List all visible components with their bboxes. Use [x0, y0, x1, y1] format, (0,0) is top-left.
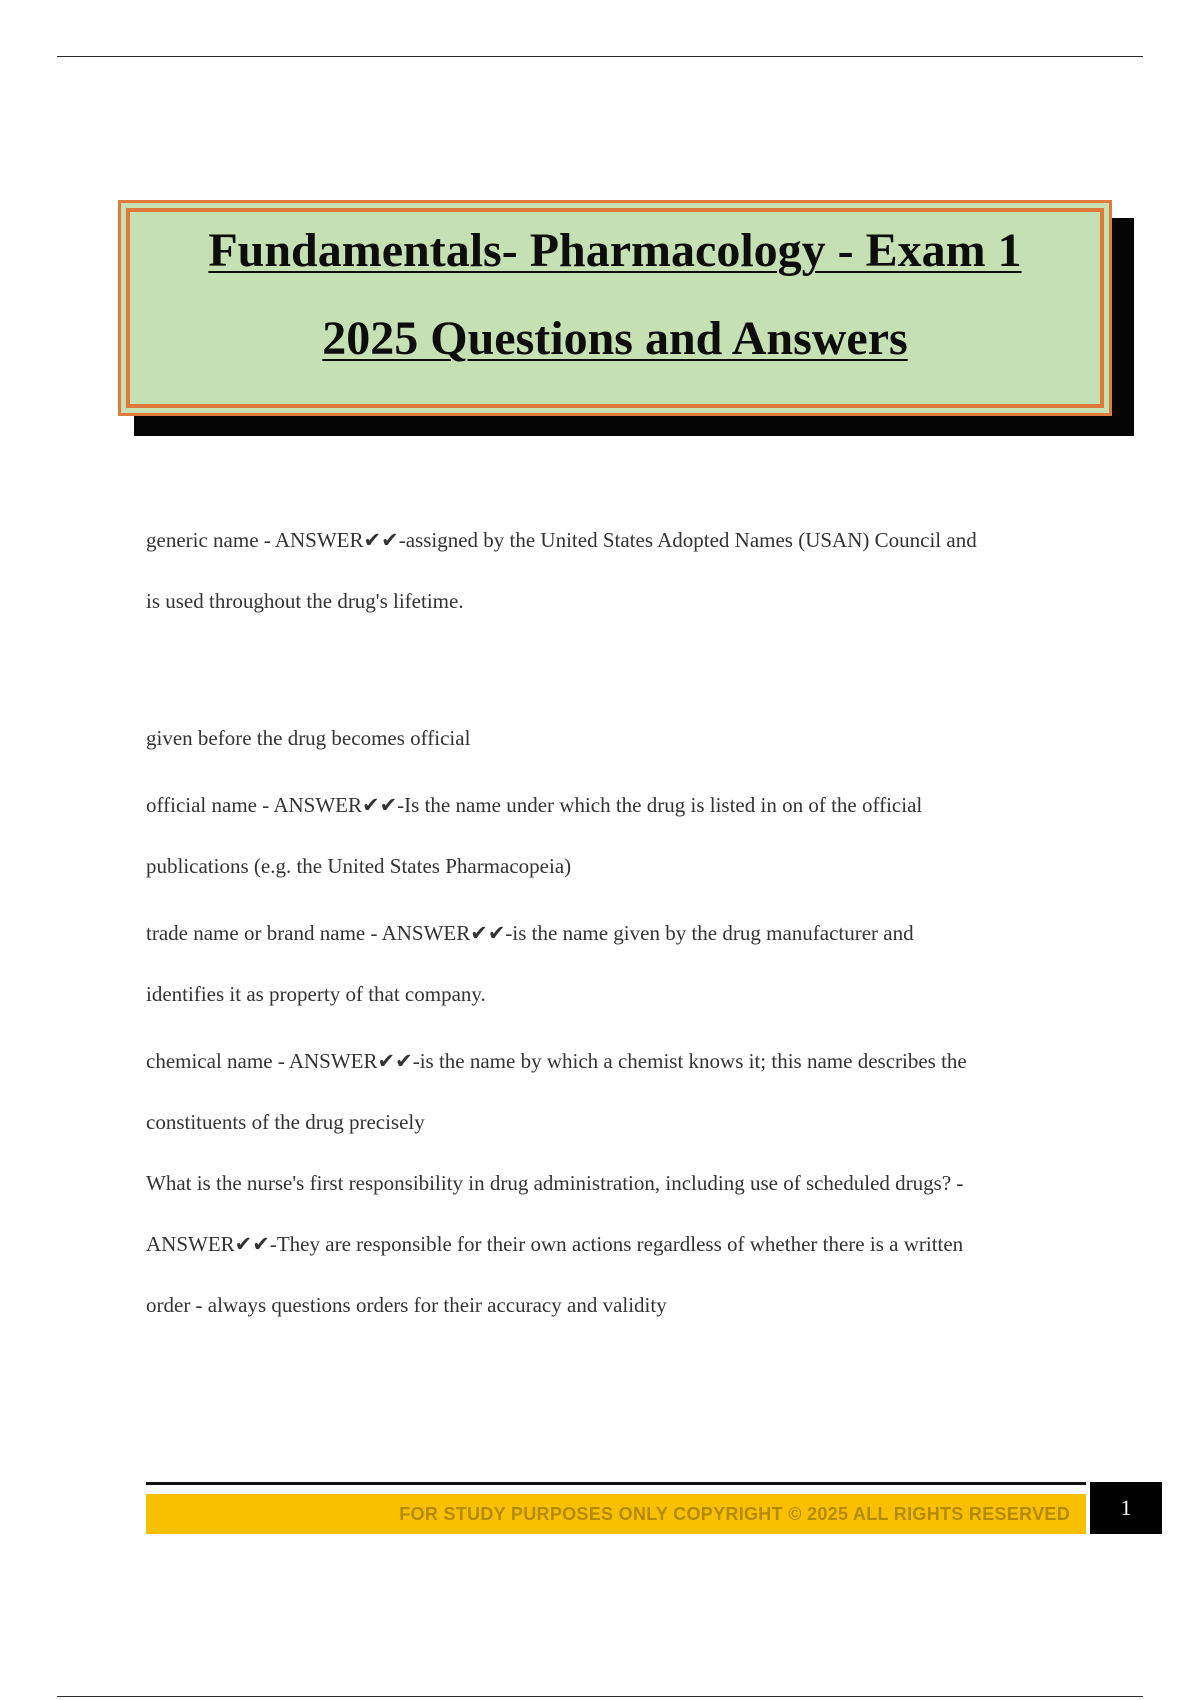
top-rule: [57, 56, 1143, 57]
qa-entry-nurse-responsibility: [146, 1153, 1096, 1336]
copyright-notice: FOR STUDY PURPOSES ONLY COPYRIGHT © 2025 ALL RIGHTS RESERVED: [399, 1503, 1070, 1524]
qa-entry-chemical-name: [146, 1031, 1096, 1153]
entry-text: is used throughout the drug's lifetime.: [146, 589, 464, 613]
entry-text: What is the nurse's first responsibility in drug administration, including use of scheduled drugs? -: [146, 1171, 964, 1195]
entry-text: order - always questions orders for their accuracy and validity: [146, 1293, 667, 1317]
bottom-rule: [57, 1696, 1143, 1697]
entry-text: publications (e.g. the United States Pharmacopeia): [146, 854, 572, 878]
entry-text: trade name or brand name - ANSWER✔✔-is the name given by the drug manufacturer and: [146, 921, 914, 945]
page-number: 1: [1090, 1482, 1162, 1534]
qa-entry-official-name: [146, 775, 1096, 897]
entry-text: ANSWER✔✔-They are responsible for their own actions regardless of whether there is a written: [146, 1232, 964, 1256]
document-title-line-1: Fundamentals- Pharmacology - Exam 1: [208, 224, 1022, 277]
footer-banner: [146, 1494, 1086, 1534]
qa-content: [146, 510, 1096, 1336]
document-title-line-2: 2025 Questions and Answers: [322, 312, 908, 365]
entry-text: identifies it as property of that company.: [146, 982, 486, 1006]
footer-rule: [146, 1482, 1086, 1485]
entry-text: generic name - ANSWER✔✔-assigned by the United States Adopted Names (USAN) Council and: [146, 528, 977, 552]
entry-text: constituents of the drug precisely: [146, 1110, 425, 1134]
qa-entry-fragment: [146, 708, 1096, 769]
entry-text: official name - ANSWER✔✔-Is the name under which the drug is listed in on of the official: [146, 793, 923, 817]
entry-text: chemical name - ANSWER✔✔-is the name by which a chemist knows it; this name describes the: [146, 1049, 967, 1073]
qa-entry-generic-name: [146, 510, 1096, 632]
qa-entry-trade-name: [146, 903, 1096, 1025]
entry-text: given before the drug becomes official: [146, 726, 471, 750]
title-box: [118, 200, 1112, 416]
